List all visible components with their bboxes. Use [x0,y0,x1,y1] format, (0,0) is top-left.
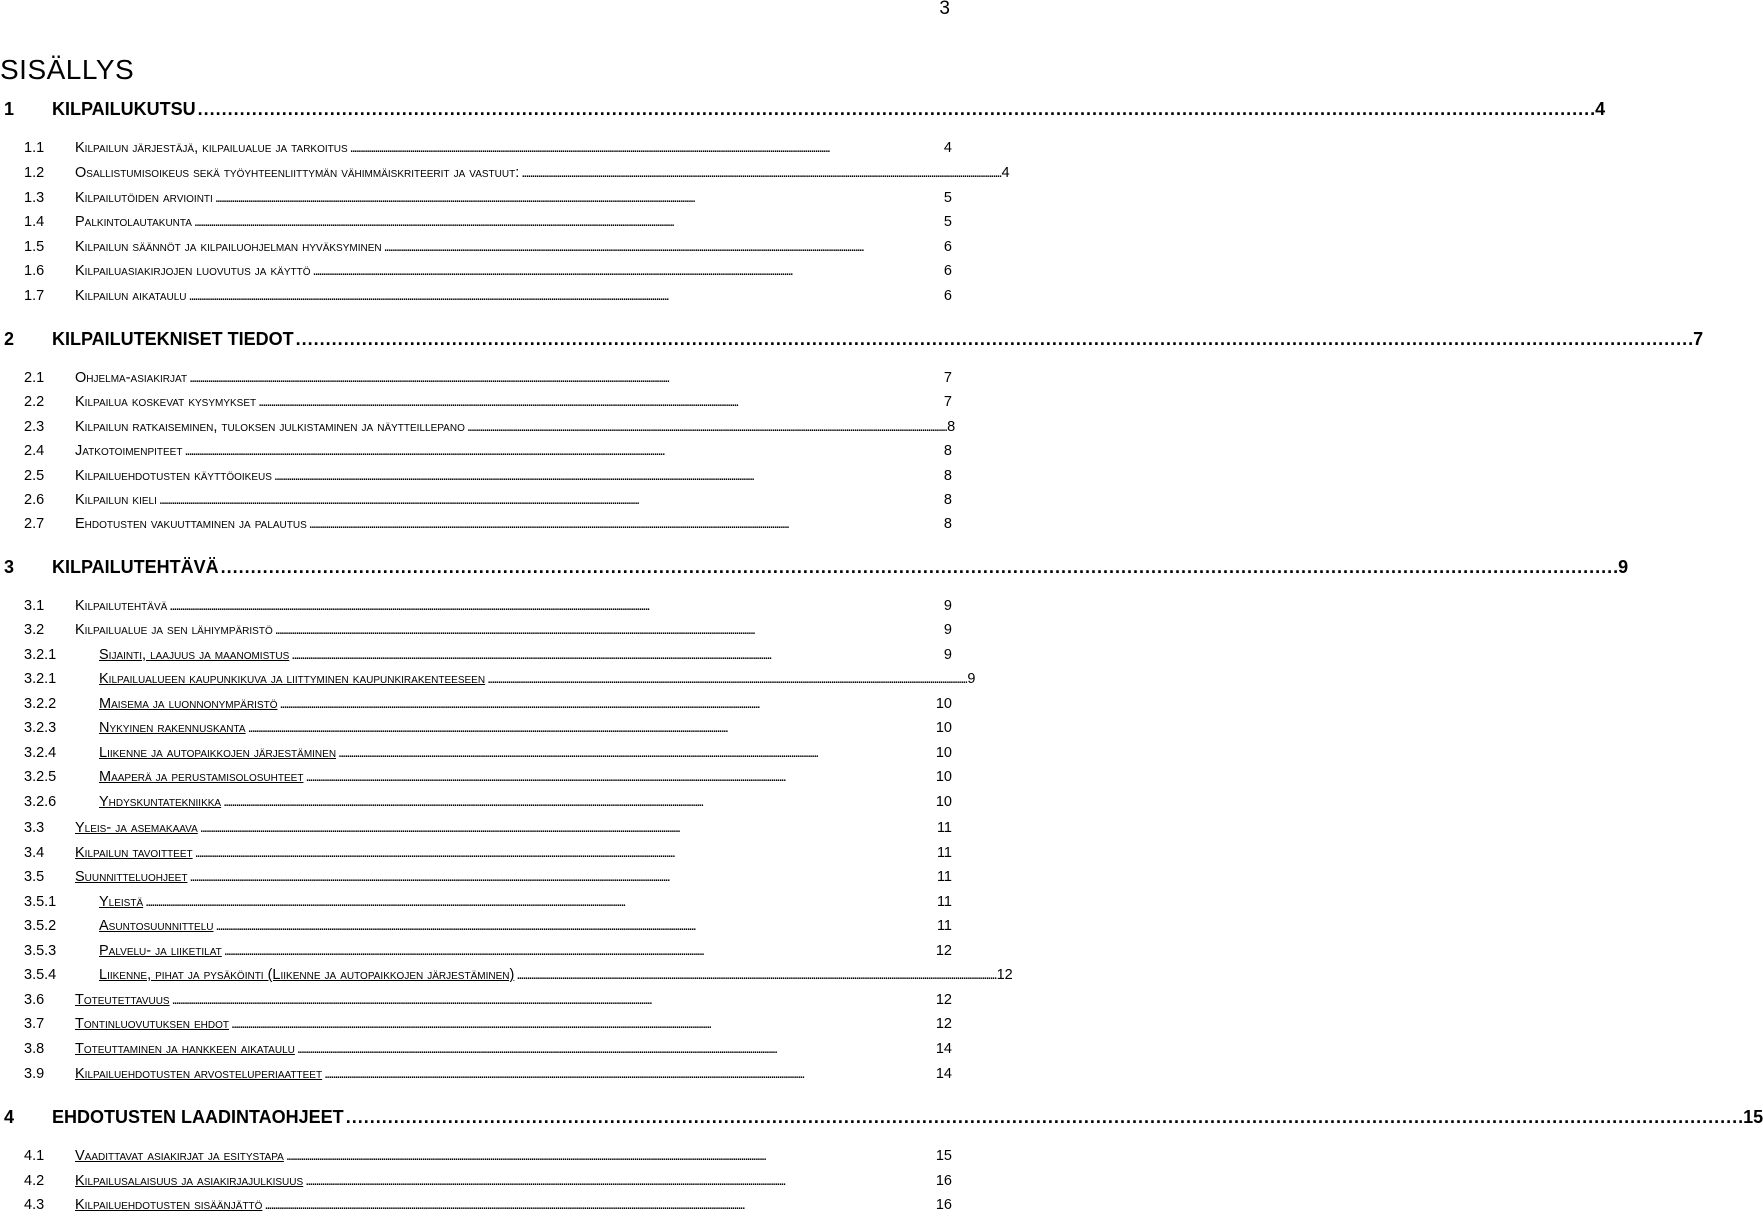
toc-title: SISÄLLYS [0,54,135,85]
toc-entry-page: 14 [935,1066,952,1082]
toc-entry[interactable] [0,794,952,810]
toc-entry-number: 3.2.3 [24,720,57,736]
toc-entry-number: 2 [4,329,15,349]
toc-entry-page: 8 [943,468,952,484]
toc-entry-page: 4 [1595,99,1606,119]
toc-entry-page: 11 [936,820,952,836]
toc-entry-label[interactable]: Toteuttaminen ja hankkeen aikataulu [75,1041,295,1057]
toc-entry-page: 11 [936,845,952,861]
toc-entry-label[interactable]: Yleistä [99,894,144,910]
toc-entry[interactable] [0,992,952,1008]
toc-entry-page: 11 [936,894,952,910]
toc-entry-number: 3.7 [24,1016,45,1032]
toc-entry[interactable] [0,140,952,156]
toc-entry[interactable] [0,263,952,279]
toc-entry-label[interactable]: Kilpailuehdotusten käyttöoikeus [75,468,272,484]
toc-dot-leader [274,468,942,484]
toc-entry-label[interactable]: Jatkotoimenpiteet [75,443,183,459]
toc-entry-label[interactable]: Kilpailun tavoitteet [75,845,193,861]
toc-entry-number: 2.4 [24,443,45,459]
toc-entry-number: 4.2 [24,1173,45,1189]
toc-dot-leader [309,516,942,532]
toc-dot-leader [467,419,945,435]
toc-entry[interactable] [0,869,952,885]
toc-entry-label[interactable]: Sijainti, laajuus ja maanomistus [99,647,290,663]
toc-entry-number: 3.1 [24,598,45,614]
toc-entry-number: 3.2.1 [24,647,57,663]
toc-entry-page: 16 [935,1197,952,1213]
toc-entry-page: 9 [943,598,952,614]
toc-entry[interactable] [0,557,1629,578]
toc-entry-page: 9 [943,622,952,638]
toc-entry-number: 3.9 [24,1066,45,1082]
toc-entry[interactable] [0,845,952,861]
toc-entry-page: 12 [935,992,952,1008]
toc-entry[interactable] [0,598,952,614]
toc-dot-leader [224,943,934,959]
toc-entry-page: 8 [943,492,952,508]
toc-dot-leader [184,443,941,459]
toc-entry[interactable] [0,516,952,532]
toc-entry-number: 2.7 [24,516,45,532]
toc-entry-page: 9 [943,647,952,663]
toc-entry-page: 9 [1618,557,1629,577]
toc-dot-leader [275,622,942,638]
toc-dot-leader [350,140,942,156]
toc-dot-leader [258,394,942,410]
toc-entry[interactable] [0,1066,952,1082]
toc-dot-leader [189,370,942,386]
toc-entry-number: 2.3 [24,419,45,435]
toc-entry-page: 10 [935,745,952,761]
toc-entry[interactable] [0,1148,952,1164]
toc-entry[interactable] [0,214,952,230]
toc-entry-label[interactable]: Tontinluovutuksen ehdot [75,1016,230,1032]
toc-entry-label[interactable]: KILPAILUTEKNISET TIEDOT [52,329,294,349]
toc-dot-leader [305,769,933,785]
toc-entry-label[interactable]: Kilpailua koskevat kysymykset [75,394,257,410]
toc-entry-label[interactable]: Liikenne, pihat ja pysäköinti (Liikenne ja autopaikkojen järjestäminen) [99,967,515,983]
toc-entry-label[interactable]: Kilpailusalaisuus ja asiakirjajulkisuus [75,1173,304,1189]
toc-dot-leader [216,918,935,934]
toc-entry-label[interactable]: KILPAILUTEHTÄVÄ [52,557,219,577]
toc-entry[interactable] [0,443,952,459]
toc-entry-label[interactable]: Kilpailutehtävä [75,598,168,614]
toc-entry-number: 3.2.2 [24,696,57,712]
toc-entry-number: 1.4 [24,214,45,230]
toc-entry-number: 2.1 [24,370,45,386]
toc-entry-page: 6 [943,263,952,279]
toc-entry-page: 8 [947,419,956,435]
toc-dot-leader [487,671,965,687]
toc-entry-page: 11 [936,918,952,934]
toc-entry-number: 3.5.1 [24,894,57,910]
toc-entry-label[interactable]: Kilpailun aikataulu [75,288,187,304]
toc-entry-number: 1.1 [24,140,45,156]
toc-entry-label[interactable]: Palkintolautakunta [75,214,192,230]
toc-dot-leader [291,647,942,663]
toc-entry-label[interactable]: Kilpailun säännöt ja kilpailuohjelman hyväksyminen [75,239,382,255]
toc-entry[interactable] [0,647,952,663]
toc-entry-page: 7 [943,394,952,410]
toc-entry[interactable] [0,622,952,638]
toc-entry-label[interactable]: Suunnitteluohjeet [75,869,188,885]
toc-entry-number: 3.5 [24,869,45,885]
toc-entry-label[interactable]: Toteutettavuus [75,992,170,1008]
toc-entry-label[interactable]: Kilpailun ratkaiseminen, tuloksen julkistaminen ja näytteillepano [75,419,465,435]
toc-entry-page: 7 [1693,329,1704,349]
toc-entry[interactable] [0,1041,952,1057]
toc-entry[interactable] [0,1173,952,1189]
toc-dot-leader [223,794,934,810]
toc-entry-number: 2.6 [24,492,45,508]
toc-entry-number: 1.5 [24,239,45,255]
toc-dot-leader [195,845,935,861]
toc-entry[interactable] [0,943,952,959]
toc-entry-number: 2.2 [24,394,45,410]
toc-entry-page: 5 [943,214,952,230]
toc-dot-leader [264,1197,933,1213]
toc-entry-label[interactable]: Yleis- ja asemakaava [75,820,198,836]
toc-entry-label[interactable]: Kilpailuehdotusten arvosteluperiaatteet [75,1066,323,1082]
toc-entry-number: 3.5.2 [24,918,57,934]
toc-entry-page: 15 [1743,1107,1763,1127]
toc-dot-leader [324,1066,934,1082]
toc-entry-label[interactable]: Maaperä ja perustamisolosuhteet [99,769,304,785]
toc-entry[interactable] [0,288,952,304]
toc-entry[interactable] [0,492,952,508]
page-number: 3 [939,0,950,19]
toc-dot-leader [346,1107,1741,1128]
toc-entry-label[interactable]: Kilpailualue ja sen lähiympäristö [75,622,273,638]
toc-entry[interactable] [0,720,952,736]
toc-entry-label[interactable]: Kilpailuehdotusten sisäänjättö [75,1197,263,1213]
toc-entry-page: 12 [935,943,952,959]
toc-entry-page: 16 [935,1173,952,1189]
toc-entry-number: 1.6 [24,263,45,279]
toc-entry-page: 8 [943,443,952,459]
toc-dot-leader [516,967,994,983]
toc-entry[interactable] [0,239,952,255]
toc-entry[interactable] [0,419,956,435]
toc-entry[interactable] [0,1107,1763,1128]
toc-entry[interactable] [0,820,952,836]
toc-entry-label[interactable]: EHDOTUSTEN LAADINTAOHJEET [52,1107,344,1127]
toc-entry[interactable] [0,696,952,712]
toc-dot-leader [198,99,1593,120]
toc-entry-number: 3.3 [24,820,45,836]
toc-dot-leader [297,1041,934,1057]
toc-entry-page: 9 [967,671,976,687]
toc-dot-leader [159,492,942,508]
toc-entry-page: 4 [943,140,952,156]
toc-dot-leader [189,869,934,885]
toc-entry-page: 5 [943,190,952,206]
toc-entry-page: 14 [935,1041,952,1057]
toc-entry-number: 3.5.4 [24,967,57,983]
toc-entry-number: 3.2.1 [24,671,57,687]
toc-entry[interactable] [0,671,976,687]
toc-entry-label[interactable]: Kilpailutöiden arviointi [75,190,213,206]
toc-entry-label[interactable]: Vaadittavat asiakirjat ja esitystapa [75,1148,284,1164]
toc-entry[interactable] [0,165,1010,181]
toc-entry-number: 3.6 [24,992,45,1008]
toc-entry-page: 7 [943,370,952,386]
toc-dot-leader [189,288,942,304]
toc-dot-leader [313,263,942,279]
toc-entry[interactable] [0,894,952,910]
toc-entry-label[interactable]: Palvelu- ja liiketilat [99,943,222,959]
toc-entry[interactable] [0,745,952,761]
toc-entry-label[interactable]: Maisema ja luonnonympäristö [99,696,278,712]
toc-dot-leader [221,557,1616,578]
toc-entry-number: 2.5 [24,468,45,484]
toc-entry-label[interactable]: Ohjelma-asiakirjat [75,370,188,386]
toc-dot-leader [280,696,934,712]
toc-entry-number: 3.4 [24,845,45,861]
toc-entry-number: 4.3 [24,1197,45,1213]
toc-entry-page: 10 [935,769,952,785]
toc-entry[interactable] [0,468,952,484]
toc-entry-number: 4.1 [24,1148,45,1164]
toc-entry-label[interactable]: Yhdyskuntatekniikka [99,794,222,810]
toc-entry-label[interactable]: Liikenne ja autopaikkojen järjestäminen [99,745,337,761]
toc-entry-label[interactable]: Ehdotusten vakuuttaminen ja palautus [75,516,307,532]
toc-entry-number: 1.2 [24,165,45,181]
toc-entry-number: 3.5.3 [24,943,57,959]
toc-entry-number: 3.2 [24,622,45,638]
toc-entry-number: 1 [4,99,15,119]
toc-entry-number: 3.2.6 [24,794,57,810]
toc-entry-label[interactable]: Kilpailuasiakirjojen luovutus ja käyttö [75,263,311,279]
toc-dot-leader [338,745,934,761]
toc-entry-number: 1.3 [24,190,45,206]
toc-entry-label[interactable]: Osallistumisoikeus sekä työyhteenliittymän vähimmäiskriteerit ja vastuut: [75,165,520,181]
toc-dot-leader [215,190,942,206]
toc-dot-leader [384,239,942,255]
toc-entry-label[interactable]: Kilpailun kieli [75,492,157,508]
toc-entry-page: 11 [936,869,952,885]
toc-entry-number: 3.2.5 [24,769,57,785]
toc-entry-label[interactable]: Asuntosuunnittelu [99,918,214,934]
toc-entry-page: 10 [935,720,952,736]
toc-entry-page: 12 [935,1016,952,1032]
toc-dot-leader [200,820,935,836]
toc-entry[interactable] [0,394,952,410]
toc-entry[interactable] [0,370,952,386]
toc-dot-leader [172,992,934,1008]
toc-dot-leader [248,720,934,736]
toc-dot-leader [231,1016,934,1032]
toc-entry-number: 1.7 [24,288,45,304]
toc-entry[interactable] [0,329,1704,350]
toc-dot-leader [145,894,935,910]
toc-entry[interactable] [0,99,1606,120]
toc-entry-number: 3.2.4 [24,745,57,761]
toc-entry-label[interactable]: KILPAILUKUTSU [52,99,196,119]
toc-entry-page: 15 [935,1148,952,1164]
toc-entry-page: 10 [935,696,952,712]
toc-entry[interactable] [0,967,1013,983]
toc-entry[interactable] [0,769,952,785]
toc-entry-number: 3 [4,557,15,577]
toc-entry-page: 4 [1001,165,1010,181]
toc-entry-label[interactable]: Kilpailun järjestäjä, kilpailualue ja tarkoitus [75,140,348,156]
toc-dot-leader [286,1148,934,1164]
toc-dot-leader [305,1173,934,1189]
toc-entry[interactable] [0,918,952,934]
toc-entry-page: 12 [996,967,1013,983]
toc-entry-page: 10 [935,794,952,810]
toc-entry[interactable] [0,1197,952,1213]
toc-dot-leader [296,329,1691,350]
toc-dot-leader [194,214,942,230]
toc-dot-leader [169,598,942,614]
toc-entry-page: 6 [943,288,952,304]
toc-entry-page: 6 [943,239,952,255]
toc-entry-number: 4 [4,1107,15,1127]
toc-entry-number: 3.8 [24,1041,45,1057]
toc-entry-label[interactable]: Kilpailualueen kaupunkikuva ja liittyminen kaupunkirakenteeseen [99,671,486,687]
toc-entry-page: 8 [943,516,952,532]
toc-entry[interactable] [0,190,952,206]
toc-entry[interactable] [0,1016,952,1032]
toc-entry-label[interactable]: Nykyinen rakennuskanta [99,720,246,736]
toc-dot-leader [521,165,999,181]
